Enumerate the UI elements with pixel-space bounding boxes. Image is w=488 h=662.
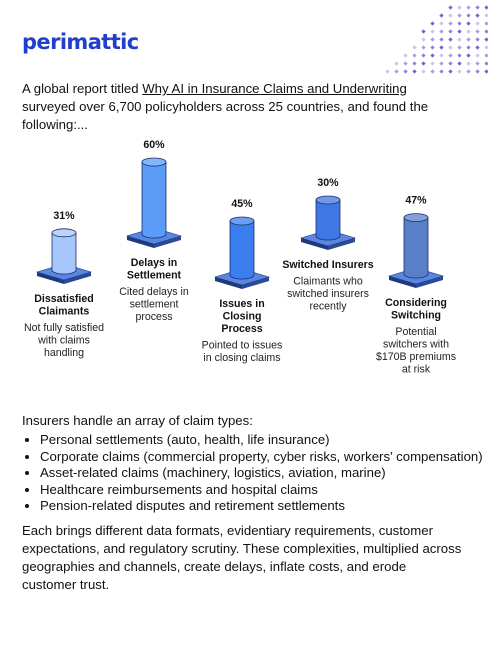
decorative-dot: [412, 53, 416, 57]
decorative-dot: [475, 29, 479, 33]
decorative-dot: [430, 61, 434, 65]
decorative-dot: [430, 53, 434, 57]
decorative-dot: [466, 29, 470, 33]
decorative-dot: [421, 29, 425, 33]
decorative-dot: [466, 37, 470, 41]
data-label: 30%: [317, 177, 339, 189]
chart-bar: [230, 221, 254, 279]
decorative-dot: [421, 69, 425, 73]
category-label: Process: [221, 323, 263, 335]
category-description: in closing claims: [203, 352, 281, 364]
category-label: Settlement: [126, 269, 182, 282]
category-description: $170B premiums: [375, 351, 457, 363]
intro-text-after: surveyed over 6,700 policyholders across 25 countries, and found the following:...: [22, 99, 429, 132]
decorative-dot: [484, 37, 488, 41]
decorative-dot: [439, 45, 443, 49]
decorative-dot: [385, 69, 389, 73]
decorative-dot: [466, 61, 470, 65]
decorative-dot: [412, 61, 416, 65]
category-description: Cited delays in: [119, 286, 189, 298]
decorative-dot: [439, 69, 443, 73]
decorative-dot: [439, 21, 443, 25]
decorative-dot: [421, 45, 425, 49]
decorative-dot: [484, 53, 488, 57]
category-label: Claimants: [38, 305, 90, 318]
decorative-dot: [448, 69, 452, 73]
closing-paragraph: Each brings different data formats, evidentiary requirements, customer expectations, and regulatory scrutiny. These complexities, multiplied across geographies and channels, create delays, inflate costs, and erode customer trust.: [22, 523, 462, 592]
decorative-dot: [448, 45, 452, 49]
chart-column: [24, 210, 104, 359]
decorative-dot: [475, 45, 479, 49]
decorative-dot: [430, 21, 434, 25]
decorative-dot: [439, 37, 443, 41]
category-label: Closing: [222, 310, 262, 323]
data-label: 45%: [231, 198, 253, 210]
category-description: settlement: [129, 298, 179, 311]
decorative-dot: [484, 5, 488, 9]
list-item: • Personal settlements (auto, health, life insurance): [40, 432, 488, 449]
decorative-dot: [421, 37, 425, 41]
decorative-dot: [421, 53, 425, 57]
decorative-dot: [430, 69, 434, 73]
decorative-dot: [475, 13, 479, 17]
decorative-dot: [484, 45, 488, 49]
decorative-dot: [439, 61, 443, 65]
category-label: Delays in: [130, 257, 178, 269]
decorative-dot: [448, 21, 452, 25]
decorative-dot: [394, 69, 398, 73]
decorative-dot: [466, 45, 470, 49]
decorative-dot: [430, 37, 434, 41]
chart-bar: [142, 162, 166, 238]
decorative-dot: [475, 61, 479, 65]
decorative-dot: [448, 29, 452, 33]
decorative-dot: [484, 29, 488, 33]
category-description: process: [135, 311, 173, 323]
decorative-dot: [448, 37, 452, 41]
report-link[interactable]: Why AI in Insurance Claims and Underwriting: [142, 81, 407, 96]
decorative-dot: [475, 69, 479, 73]
decorative-dot: [484, 21, 488, 25]
intro-text-before: A global report titled: [22, 81, 143, 96]
decorative-dot: [457, 21, 461, 25]
decorative-dot: [412, 69, 416, 73]
claims-list: [22, 432, 488, 515]
data-label: 47%: [405, 194, 427, 207]
decorative-dot: [466, 5, 470, 9]
decorative-dot: [475, 37, 479, 41]
decorative-dot: [457, 61, 461, 65]
decorative-dot: [457, 53, 461, 57]
category-label: Switching: [390, 309, 442, 322]
decorative-dot: [421, 61, 425, 65]
chart-bar: [404, 218, 428, 278]
chart-bar: [52, 233, 76, 274]
category-description: handling: [43, 347, 85, 359]
decorative-dot: [448, 13, 452, 17]
data-label: 60%: [143, 140, 165, 151]
decorative-dot: [448, 53, 452, 57]
decorative-dot: [412, 45, 416, 49]
chart-bar: [316, 200, 340, 240]
decorative-dot: [457, 37, 461, 41]
category-label: Considering: [385, 297, 447, 309]
chart-column: [282, 177, 373, 313]
decorative-dot: [484, 13, 488, 17]
decorative-dot: [457, 13, 461, 17]
brand-logo: perimattic: [22, 30, 139, 54]
decorative-dot: [430, 45, 434, 49]
chart-bar-top: [230, 217, 254, 225]
decorative-dot-pattern: [378, 0, 488, 80]
category-description: at risk: [401, 363, 431, 376]
chart-bar-top: [52, 229, 76, 237]
decorative-dot: [448, 61, 452, 65]
decorative-dot: [484, 61, 488, 65]
decorative-dot: [475, 21, 479, 25]
chart-bar-top: [316, 196, 340, 204]
category-description: Pointed to issues: [201, 339, 283, 352]
list-item: • Healthcare reimbursements and hospital claims: [40, 482, 488, 499]
category-description: switchers with: [383, 338, 449, 351]
category-description: recently: [309, 300, 347, 313]
intro-paragraph: [22, 80, 462, 134]
decorative-dot: [439, 53, 443, 57]
chart-bar-top: [404, 214, 428, 222]
decorative-dot: [466, 13, 470, 17]
decorative-dot: [430, 29, 434, 33]
category-label: Issues in: [219, 298, 265, 310]
category-description: Not fully satisfied: [23, 322, 105, 334]
chart-column: [376, 195, 456, 376]
category-description: Potential: [395, 326, 437, 338]
decorative-dot: [403, 61, 407, 65]
list-item: • Pension-related disputes and retirement settlements: [40, 498, 488, 515]
decorative-dot: [457, 69, 461, 73]
decorative-dot: [403, 69, 407, 73]
category-description: with claims: [38, 334, 90, 347]
decorative-dot: [475, 53, 479, 57]
chart-column: [202, 198, 283, 364]
category-description: Claimants who: [293, 275, 363, 288]
decorative-dot: [466, 69, 470, 73]
decorative-dot: [457, 45, 461, 49]
chart-column: [119, 140, 189, 323]
decorative-dot: [403, 53, 407, 57]
decorative-dot: [484, 69, 488, 73]
decorative-dot: [457, 29, 461, 33]
decorative-dot: [439, 29, 443, 33]
data-label: 31%: [53, 209, 75, 222]
decorative-dot: [466, 21, 470, 25]
decorative-dot: [475, 5, 479, 9]
list-item: • Asset-related claims (machinery, logistics, aviation, marine): [40, 465, 488, 482]
list-item: • Corporate claims (commercial property, cyber risks, workers’ compensation): [40, 449, 488, 466]
decorative-dot: [457, 5, 461, 9]
decorative-dot: [394, 61, 398, 65]
category-description: switched insurers: [287, 288, 369, 300]
chart-bar-top: [142, 158, 166, 166]
survey-cylinder-chart: [0, 140, 488, 390]
category-label: Dissatisfied: [34, 293, 94, 305]
decorative-dot: [439, 13, 443, 17]
decorative-dot: [466, 53, 470, 57]
category-label: Switched Insurers: [282, 259, 374, 271]
claims-heading: Insurers handle an array of claim types:: [22, 413, 253, 428]
decorative-dot: [448, 5, 452, 9]
